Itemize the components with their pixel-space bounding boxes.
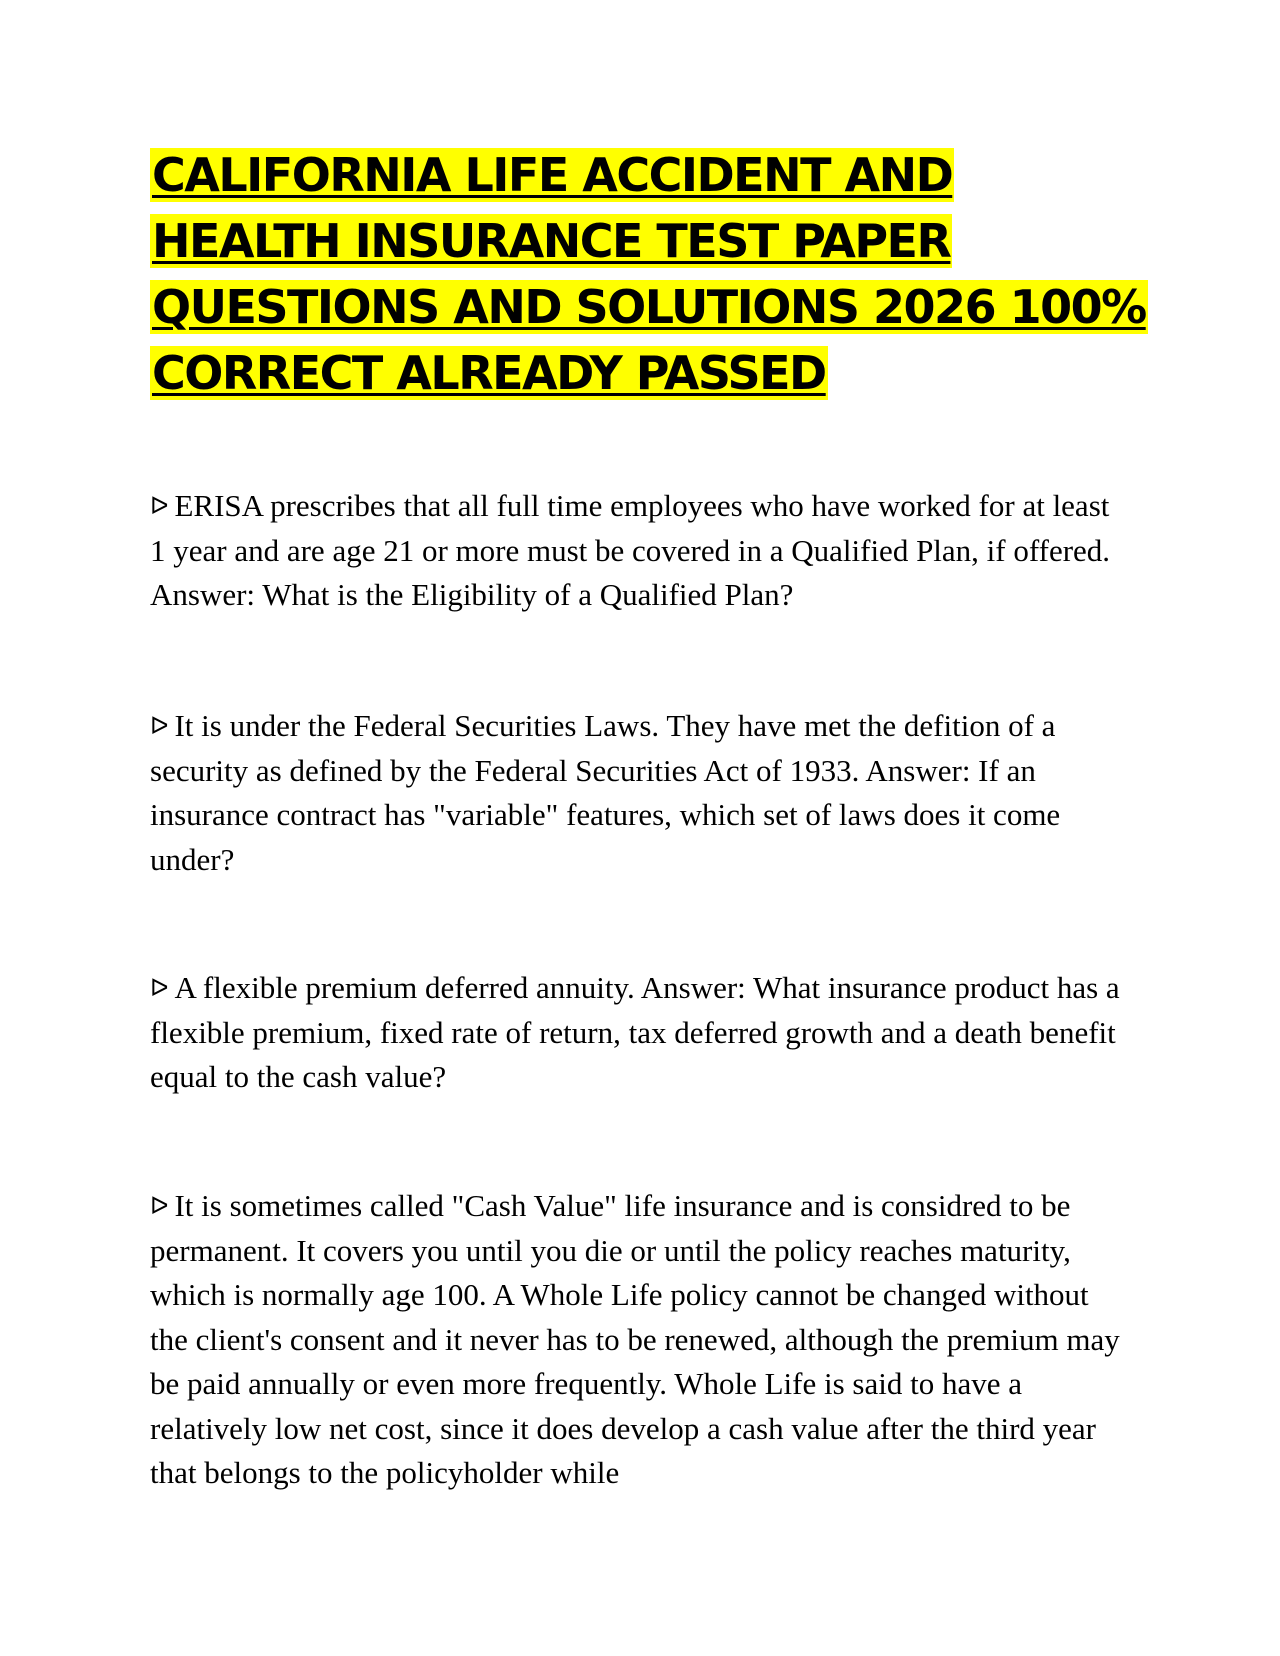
bullet-arrow-icon: ᐅ — [150, 1192, 169, 1220]
title-line-3: QUESTIONS AND SOLUTIONS 2026 100% — [152, 280, 1146, 334]
bullet-arrow-icon: ᐅ — [150, 712, 169, 740]
qa-item-4 — [150, 1184, 1130, 1496]
bullet-arrow-icon: ᐅ — [150, 492, 169, 520]
qa-item-text: It is sometimes called "Cash Value" life insurance and is considred to be permanent. It covers you until you die or until the policy reaches maturity, which is normally age 100. A Whole Life policy cannot be changed without the client's consent and it never has to be renewed, although the premium may be paid annually or even more frequently. Whole Life is said to have a relatively low net cost, since it does develop a cash value after the third year that belongs to the policyholder while — [150, 1188, 1120, 1490]
qa-item-text: It is under the Federal Securities Laws. They have met the defition of a security as defined by the Federal Securities Act of 1933. Answer: If an insurance contract has "variable" features, which set of laws does it come under? — [150, 708, 1061, 877]
title-line-1: CALIFORNIA LIFE ACCIDENT AND — [152, 148, 953, 202]
qa-item-2 — [150, 704, 1130, 882]
qa-item-3 — [150, 966, 1130, 1100]
qa-item-text: A flexible premium deferred annuity. Answer: What insurance product has a flexible premium, fixed rate of return, tax deferred growth and a death benefit equal to the cash value? — [150, 970, 1120, 1094]
title-line-2: HEALTH INSURANCE TEST PAPER — [152, 214, 951, 268]
title-line-4: CORRECT ALREADY PASSED — [152, 346, 826, 400]
bullet-arrow-icon: ᐅ — [150, 974, 169, 1002]
qa-item-1 — [150, 484, 1130, 618]
document-title — [150, 148, 1150, 412]
qa-item-text: ERISA prescribes that all full time employees who have worked for at least 1 year and are age 21 or more must be covered in a Qualified Plan, if offered. Answer: What is the Eligibility of a Qualified Plan? — [150, 488, 1111, 612]
